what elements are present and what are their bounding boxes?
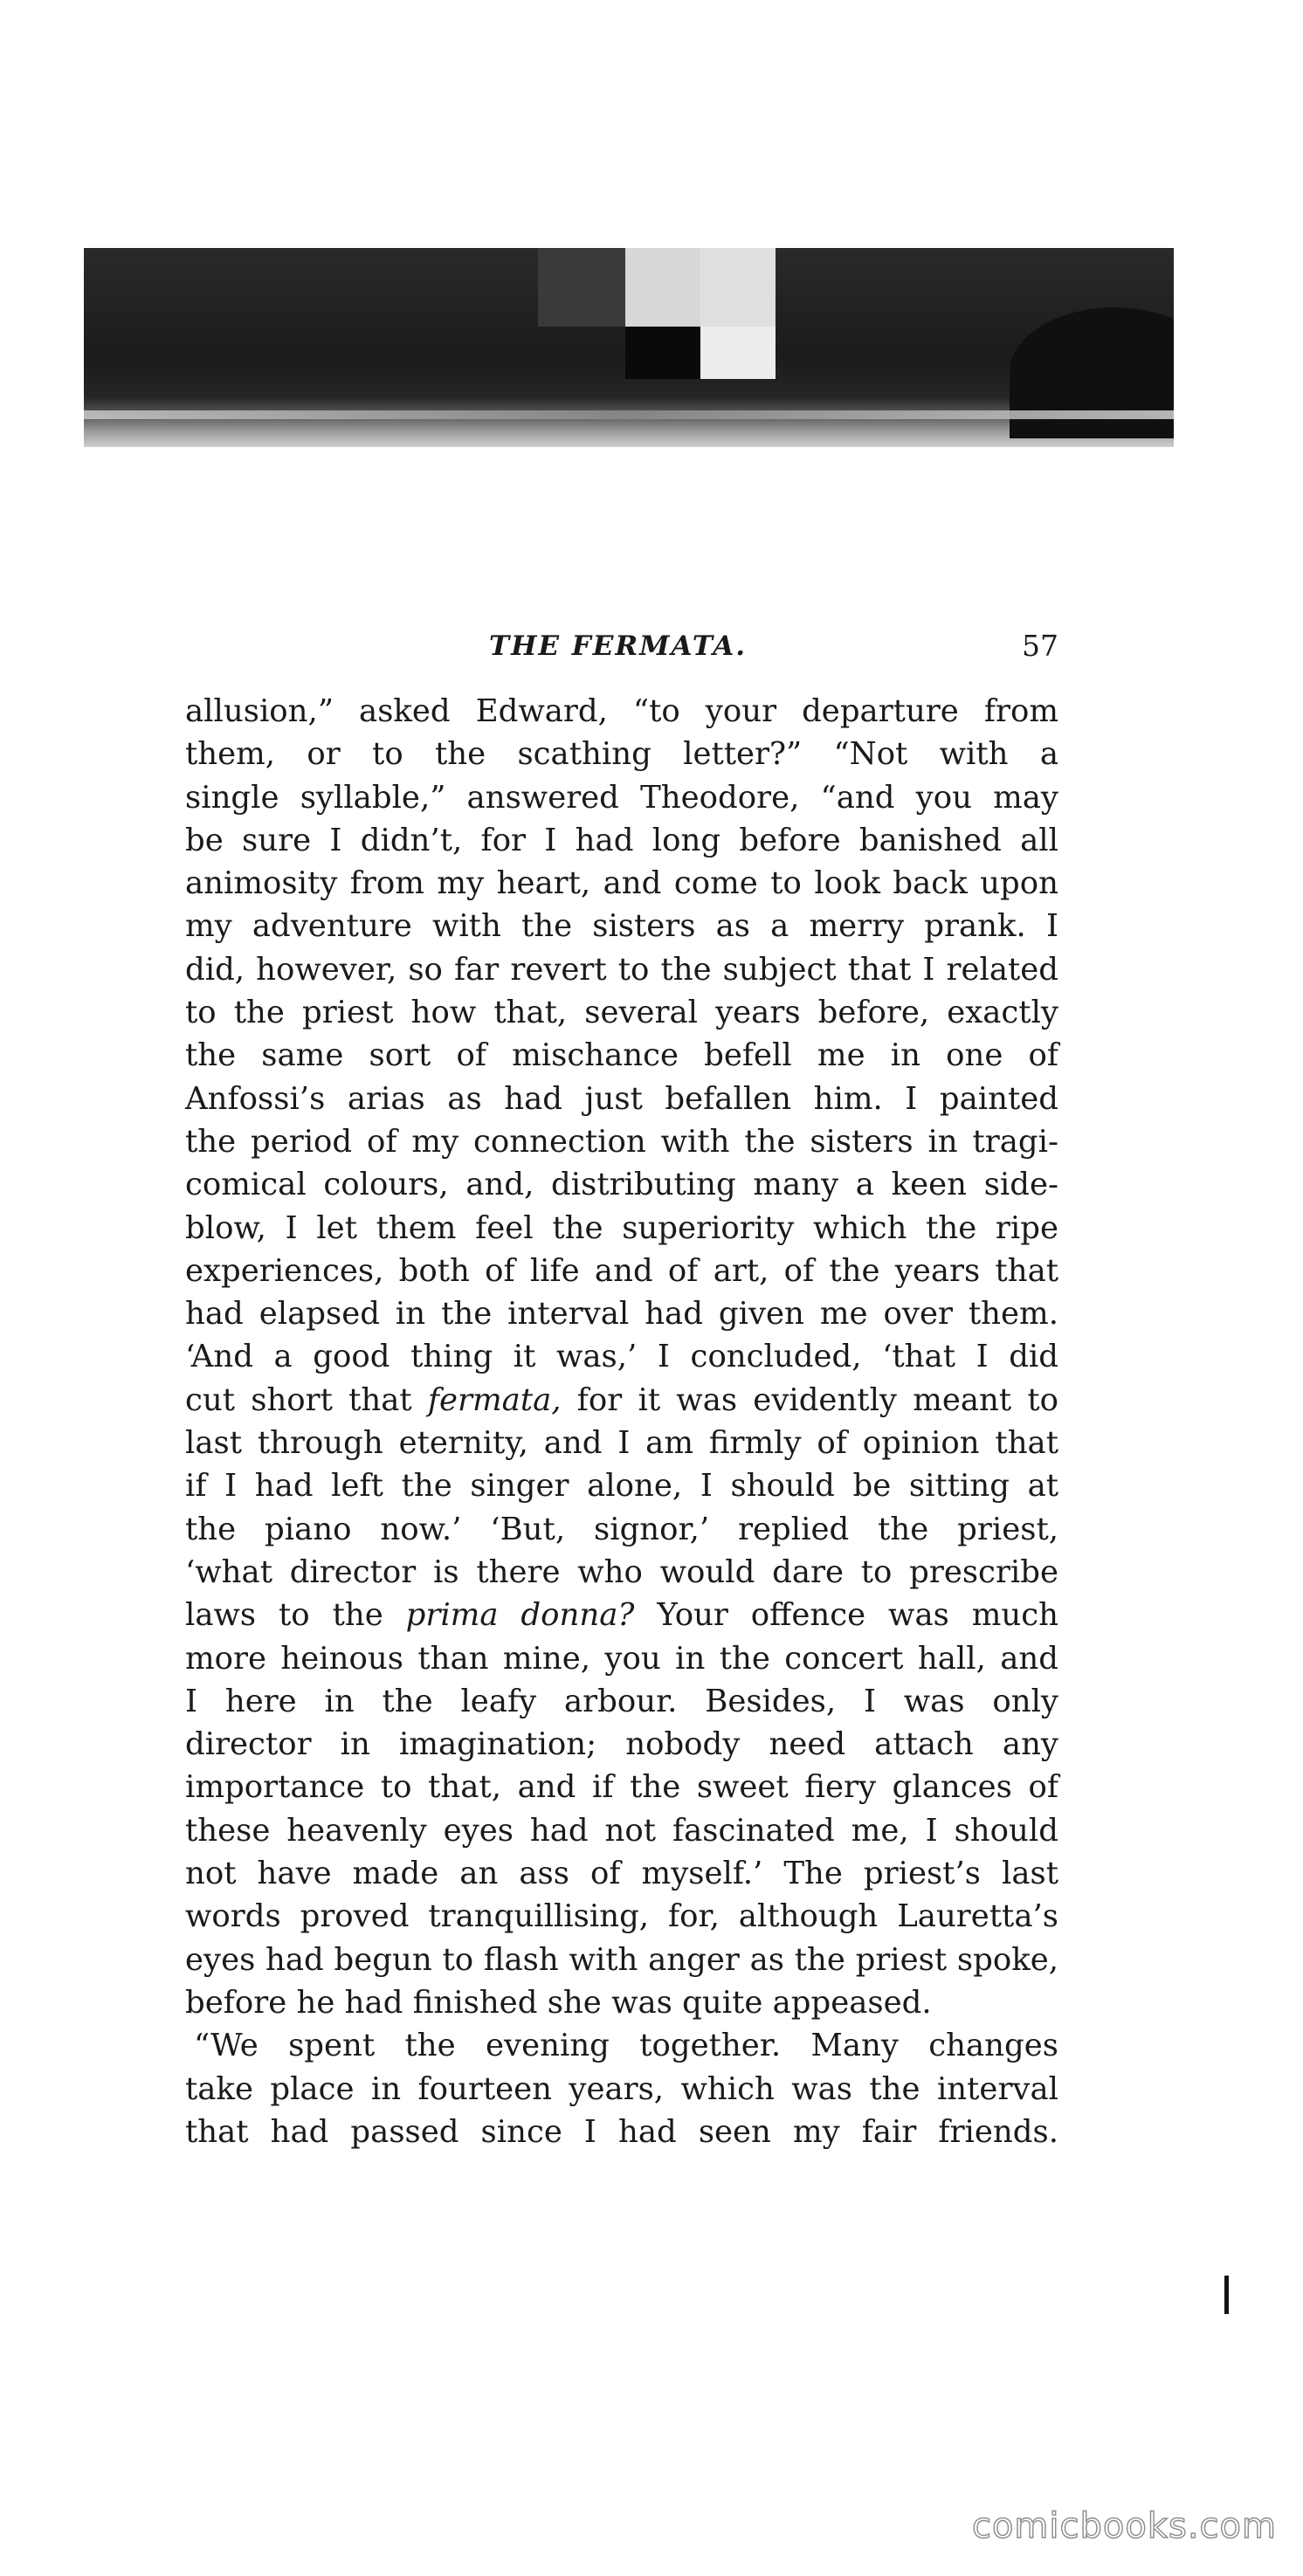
watermark: comicbooks.com [971,2506,1277,2546]
text-line: comical colours, and, distributing many a keen side- [185,1167,1058,1203]
text-line: had elapsed in the interval had given me over them. [185,1296,1058,1333]
text-line: the piano now.’ ‘But, signor,’ replied the priest, [185,1511,1058,1547]
text-line: ‘And a good thing it was,’ I concluded, ‘that I did [185,1339,1058,1375]
text-line: animosity from my heart, and come to look back upon [185,865,1058,902]
text-line: experiences, both of life and of art, of the years that [185,1252,1058,1289]
text-line: ‘what director is there who would dare to prescribe [185,1553,1058,1590]
scanned-header-band [84,248,1174,447]
text-line: eyes had begun to flash with anger as the priest spoke, [185,1941,1058,1978]
text-line: these heavenly eyes had not fascinated me, I should [185,1812,1058,1849]
text-line: before he had finished she was quite appeased. [185,1984,932,2021]
running-title: THE FERMATA. [489,630,748,662]
text-line: them, or to the scathing letter?” “Not with a [185,736,1058,773]
text-line: to the priest how that, several years before, exactly [185,995,1058,1031]
text-line: last through eternity, and I am firmly of opinion that [185,1425,1058,1462]
text-line: Anfossi’s arias as had just befallen him. I painted [185,1080,1058,1117]
margin-mark [1224,2276,1229,2314]
text-line: the same sort of mischance befell me in one of [185,1037,1058,1074]
text-line: did, however, so far revert to the subject that I related [185,951,1058,988]
body-text [185,690,1058,2153]
italic-phrase: fermata, [427,1381,562,1418]
text-line: my adventure with the sisters as a merry prank. I [185,908,1058,945]
text-line: single syllable,” answered Theodore, “and you may [185,779,1058,816]
text-line: laws to the prima donna? Your offence was much [185,1597,1059,1634]
text-line: be sure I didn’t, for I had long before banished all [185,822,1058,858]
text-line: I here in the leafy arbour. Besides, I was only [185,1683,1058,1719]
text-line: blow, I let them feel the superiority which the ripe [185,1209,1058,1246]
text-line: more heinous than mine, you in the concert hall, and [185,1640,1058,1677]
page-number: 57 [1022,629,1058,663]
text-line: importance to that, and if the sweet fiery glances of [185,1769,1058,1806]
italic-phrase: prima donna? [405,1597,635,1634]
text-line: take place in fourteen years, which was the interval [185,2070,1058,2107]
text-line: the period of my connection with the sisters in tragi- [185,1123,1058,1160]
text-line: cut short that fermata, for it was evidently meant to [185,1381,1059,1418]
text-line: not have made an ass of myself.’ The priest’s last [185,1856,1058,1892]
text-line: “We spent the evening together. Many changes [194,2028,1058,2064]
running-head [185,627,1058,671]
text-line: words proved tranquillising, for, although Lauretta’s [185,1898,1058,1935]
text-line: director in imagination; nobody need attach any [185,1726,1058,1763]
text-line: if I had left the singer alone, I should be sitting at [185,1468,1058,1505]
text-line: that had passed since I had seen my fair friends. [185,2113,1058,2150]
text-line: allusion,” asked Edward, “to your departure from [185,693,1058,729]
